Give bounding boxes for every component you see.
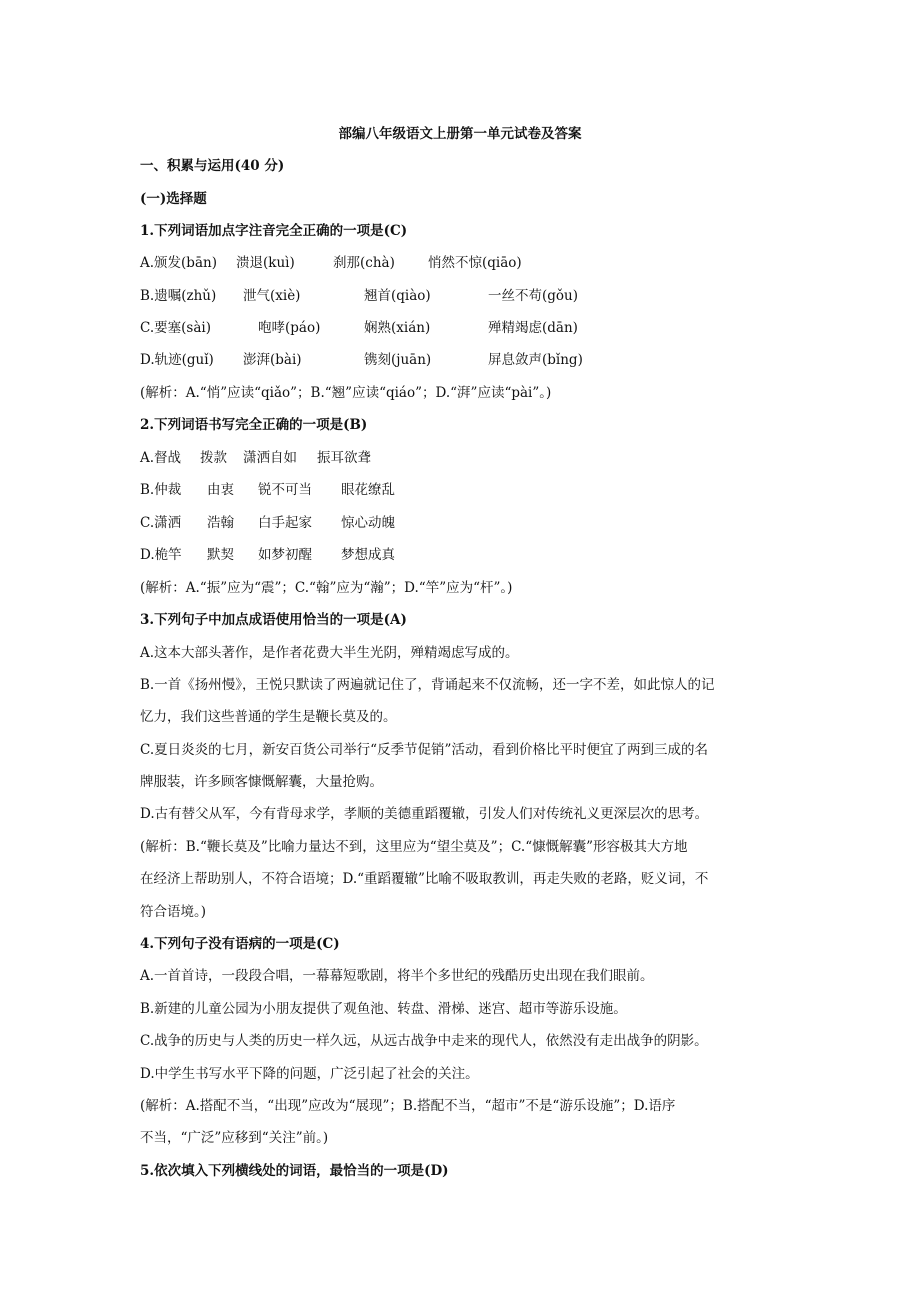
- question-4-option-a: A.一首首诗，一段段合唱，一幕幕短歌剧，将半个多世纪的残酷历史出现在我们眼前。: [140, 968, 654, 984]
- option-word: 澎湃(bài): [243, 352, 302, 368]
- question-5-stem: 5.依次填入下列横线处的词语，最恰当的一项是(D): [140, 1163, 449, 1179]
- question-3-option-a: A.这本大部头著作，是作者花费大半生光阴，殚精竭虑写成的。: [140, 645, 519, 661]
- option-word: 悄然不惊(qiāo): [428, 255, 522, 271]
- option-word: 由衷: [207, 482, 234, 498]
- document-title: 部编八年级语文上册第一单元试卷及答案: [338, 126, 582, 142]
- option-word: D.轨迹(guǐ): [140, 352, 214, 368]
- option-word: 泄气(xiè): [243, 288, 301, 304]
- question-1-analysis: (解析：A.“悄”应读“qiǎo”；B.“翘”应读“qiáo”；D.“湃”应读“pài”。): [140, 385, 552, 401]
- option-word: 如梦初醒: [258, 547, 312, 563]
- question-3-option-c-cont: 牌服装，许多顾客慷慨解囊，大量抢购。: [140, 774, 383, 790]
- option-word: 浩翰: [207, 515, 234, 531]
- question-4-option-d: D.中学生书写水平下降的问题，广泛引起了社会的关注。: [140, 1066, 479, 1082]
- option-word: 刹那(chà): [333, 255, 395, 271]
- option-word: C.要塞(sài): [140, 320, 211, 336]
- question-4-option-b: B.新建的儿童公园为小朋友提供了观鱼池、转盘、滑梯、迷宫、超市等游乐设施。: [140, 1001, 627, 1017]
- question-2-analysis: (解析：A.“振”应为“震”；C.“翰”应为“瀚”；D.“竿”应为“杆”。): [140, 580, 513, 596]
- option-word: 溃退(kuì): [236, 255, 295, 271]
- question-3-stem: 3.下列句子中加点成语使用恰当的一项是(A): [140, 612, 407, 628]
- question-3-option-d: D.古有替父从军，今有背母求学，孝顺的美德重蹈覆辙，引发人们对传统礼义更深层次的思考。: [140, 806, 709, 822]
- option-word: 锐不可当: [258, 482, 312, 498]
- question-4-analysis-cont: 不当，“广泛”应移到“关注”前。): [140, 1130, 329, 1146]
- option-word: 镌刻(juān): [364, 352, 432, 368]
- option-word: 振耳欲聋: [317, 450, 371, 466]
- subsection-heading: (一)选择题: [140, 191, 207, 207]
- question-4-option-c: C.战争的历史与人类的历史一样久远，从远古战争中走来的现代人，依然没有走出战争的阴影。: [140, 1033, 708, 1049]
- section-heading: 一、积累与运用(40 分): [140, 158, 285, 174]
- question-3-option-b: B.一首《扬州慢》，王悦只默读了两遍就记住了，背诵起来不仅流畅，还一字不差，如此惊人的记: [140, 677, 715, 693]
- option-word: 潇洒自如: [243, 450, 297, 466]
- question-4-analysis: (解析：A.搭配不当，“出现”应改为“展现”；B.搭配不当，“超市”不是“游乐设施”；D.语序: [140, 1098, 676, 1114]
- option-word: 一丝不苟(gǒu): [488, 288, 578, 304]
- option-word: 眼花缭乱: [341, 482, 395, 498]
- question-3-analysis-cont: 在经济上帮助别人，不符合语境；D.“重蹈覆辙”比喻不吸取教训，再走失败的老路，贬义词，不: [140, 871, 709, 887]
- option-word: A.颁发(bān): [140, 255, 217, 271]
- option-word: 白手起家: [258, 515, 312, 531]
- option-word: 殚精竭虑(dān): [488, 320, 578, 336]
- option-word: 默契: [207, 547, 234, 563]
- option-word: C.潇洒: [140, 515, 182, 531]
- question-4-stem: 4.下列句子没有语病的一项是(C): [140, 936, 340, 952]
- question-1-stem: 1.下列词语加点字注音完全正确的一项是(C): [140, 223, 408, 239]
- option-word: D.桅竿: [140, 547, 182, 563]
- option-word: 翘首(qiào): [364, 288, 431, 304]
- question-3-analysis-end: 符合语境。): [140, 904, 207, 920]
- option-word: 咆哮(páo): [258, 320, 321, 336]
- option-word: 娴熟(xián): [364, 320, 431, 336]
- option-word: 梦想成真: [341, 547, 395, 563]
- option-word: B.仲裁: [140, 482, 182, 498]
- option-word: 拨款: [200, 450, 227, 466]
- question-3-option-b-cont: 忆力，我们这些普通的学生是鞭长莫及的。: [140, 709, 397, 725]
- question-2-stem: 2.下列词语书写完全正确的一项是(B): [140, 417, 368, 433]
- question-3-analysis: (解析：B.“鞭长莫及”比喻力量达不到，这里应为“望尘莫及”；C.“慷慨解囊”形容极其大方地: [140, 839, 688, 855]
- option-word: B.遗嘱(zhǔ): [140, 288, 217, 304]
- option-word: 屏息敛声(bǐng): [488, 352, 583, 368]
- option-word: A.督战: [140, 450, 182, 466]
- question-3-option-c: C.夏日炎炎的七月，新安百货公司举行“反季节促销”活动，看到价格比平时便宜了两到三成的名: [140, 742, 708, 758]
- option-word: 惊心动魄: [341, 515, 395, 531]
